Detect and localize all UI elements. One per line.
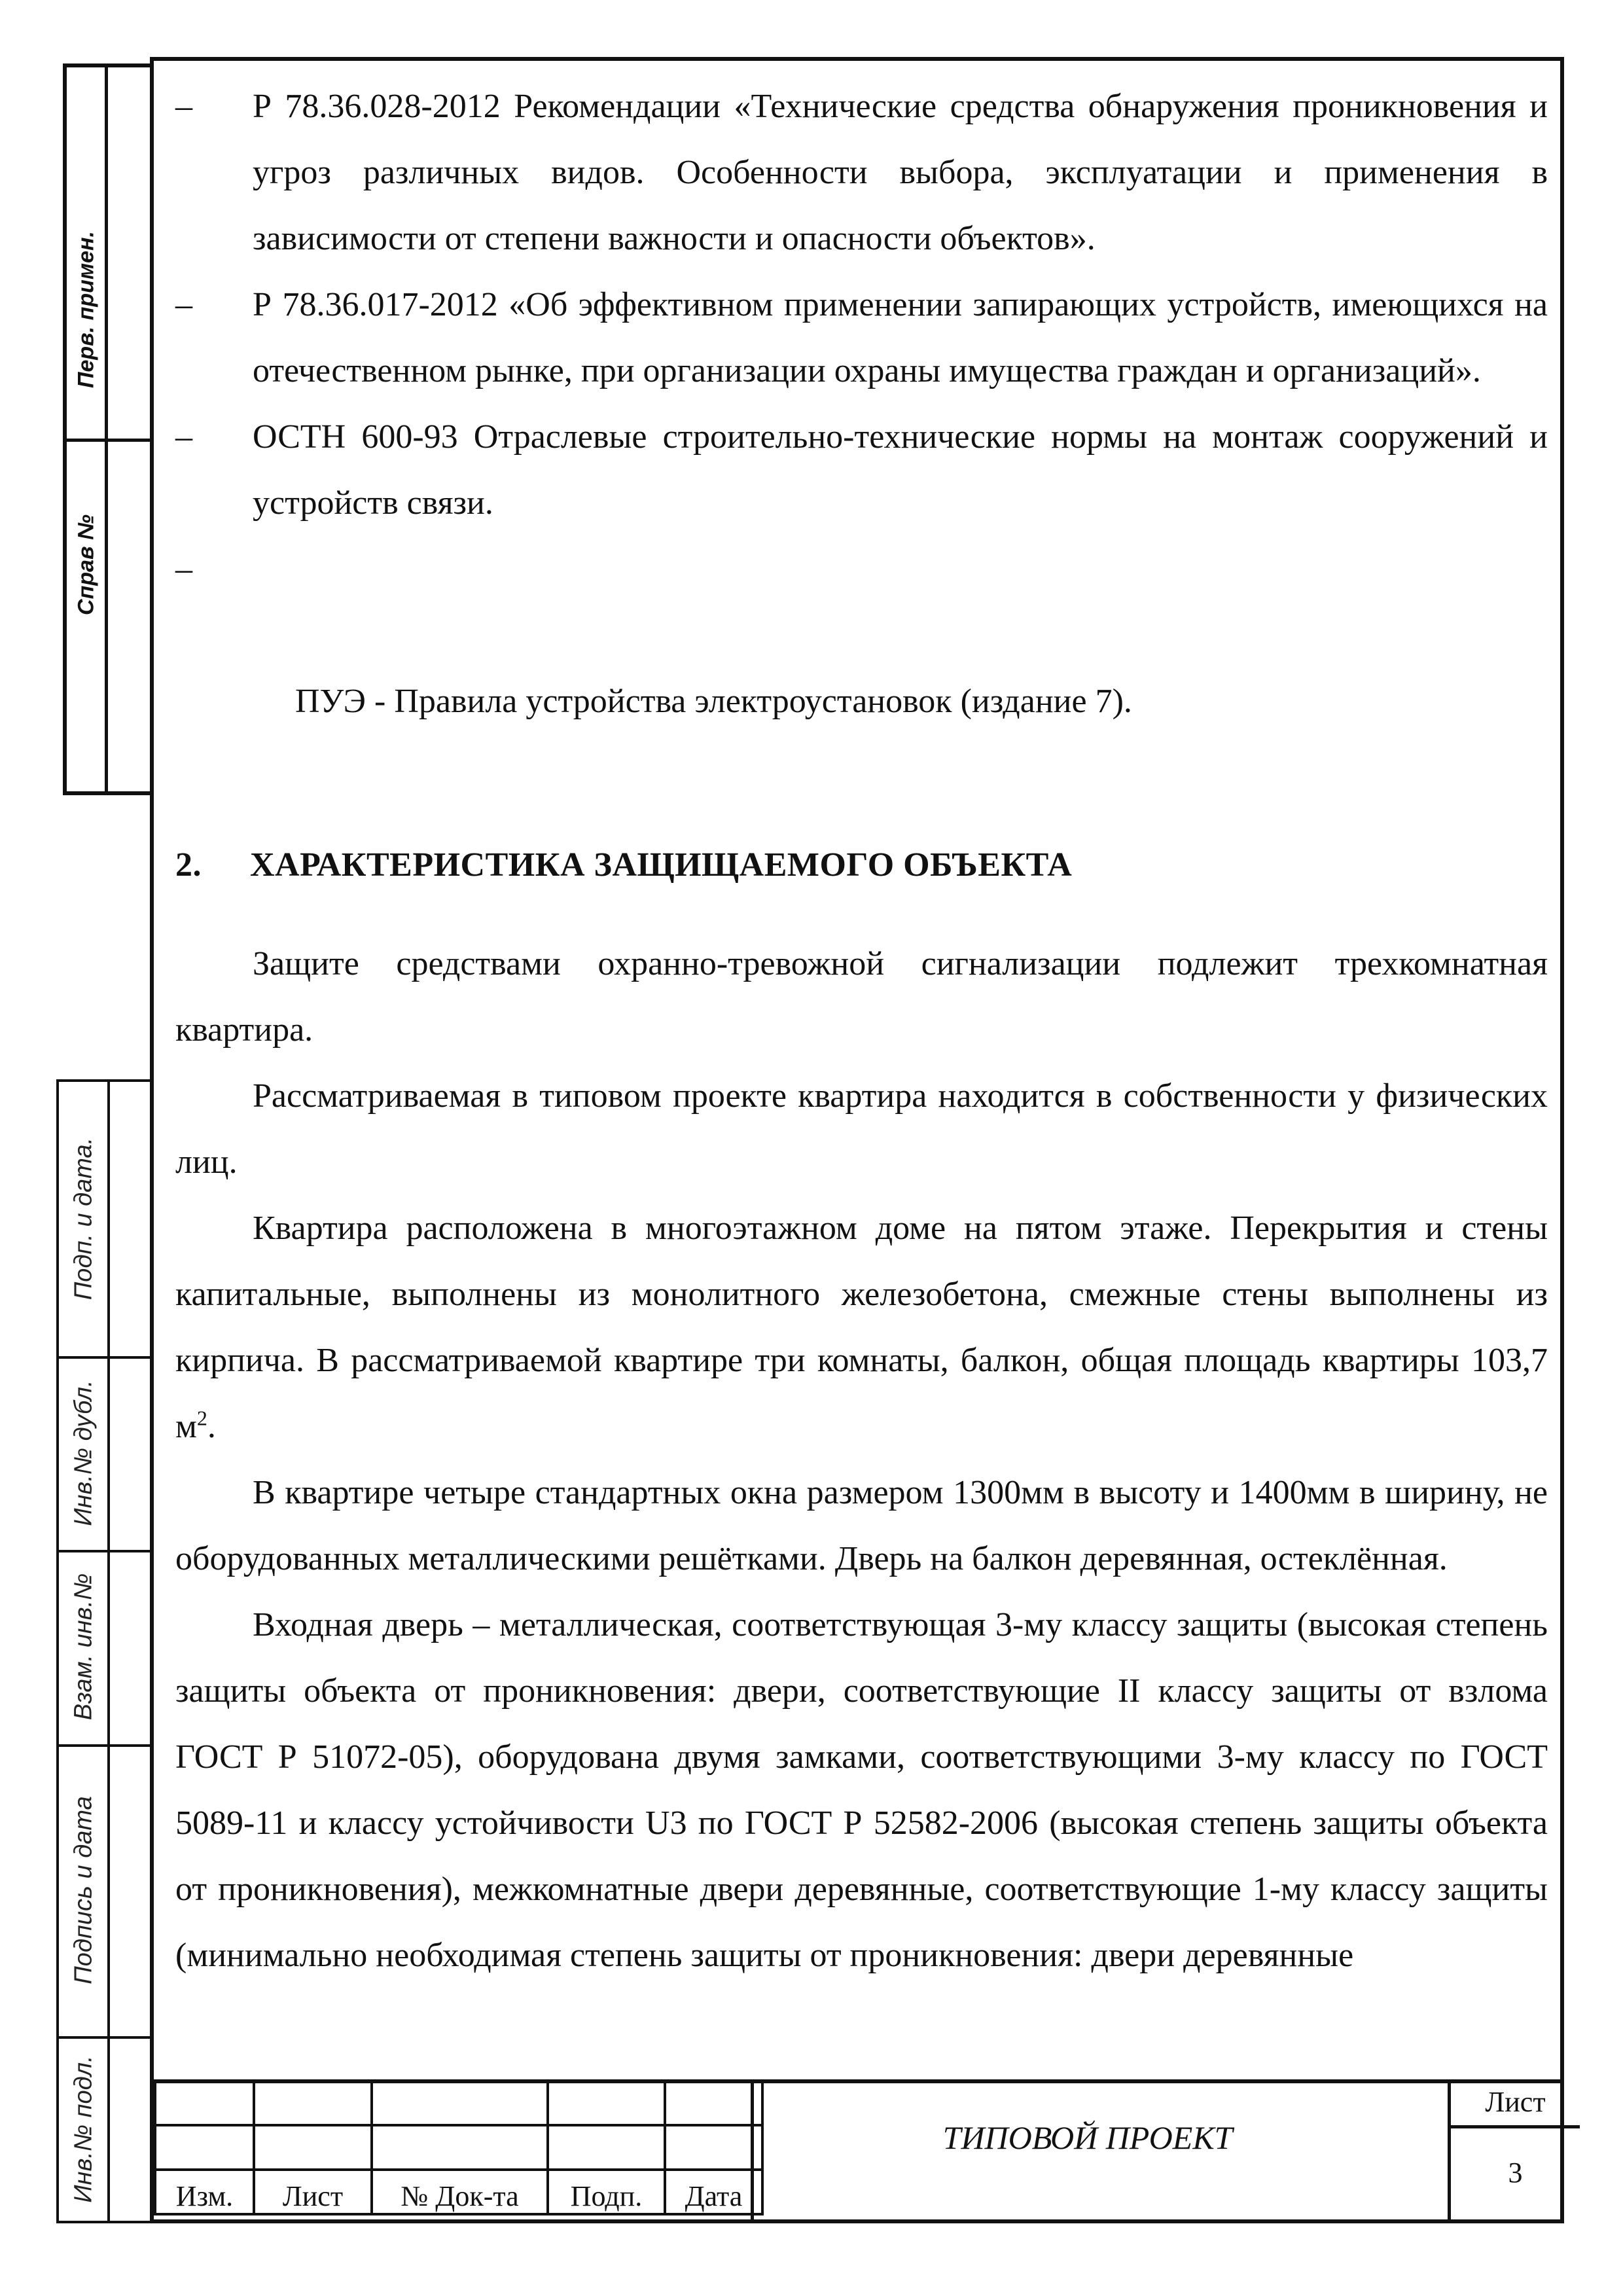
reference-text: Р 78.36.028-2012 Рекомендации «Технические средства обнаружения проникновения и угроз различных видов. Особенности выбора, эксплуатации и применения в зависимости от степени важности и опасности объектов». bbox=[253, 88, 1548, 257]
col-doc: № Док-та bbox=[372, 2170, 548, 2214]
side-label-perv-primen: Перв. примен. bbox=[73, 231, 99, 388]
col-list: Лист bbox=[254, 2170, 372, 2214]
side-label-inv-podl: Инв.№ подл. bbox=[69, 2055, 98, 2203]
col-podp: Подп. bbox=[548, 2170, 665, 2214]
paragraph: Рассматриваемая в типовом проекте квартира находится в собственности у физических лиц. bbox=[175, 1077, 1548, 1181]
col-data: Дата bbox=[665, 2170, 762, 2214]
reference-text: ПУЭ - Правила устройства электроустановок (издание 7). bbox=[287, 683, 1132, 720]
reference-text: Р 78.36.017-2012 «Об эффективном применении запирающих устройств, имеющихся на отечественном рынке, при организации охраны имущества граждан и организаций». bbox=[253, 286, 1548, 389]
side-label-podp-data: Подп. и дата. bbox=[69, 1137, 98, 1300]
area-end: . bbox=[207, 1408, 216, 1445]
section-heading bbox=[175, 832, 1548, 898]
bullet-dash: – bbox=[175, 286, 192, 323]
document-body bbox=[175, 73, 1548, 1988]
project-title: ТИПОВОЙ ПРОЕКТ bbox=[942, 2119, 1233, 2156]
paragraph-text: Квартира расположена в многоэтажном доме на пятом этаже. Перекрытия и стены капитальные, выполнены из монолитного железобетона, смежные стены выполнены из кирпича. В рассматриваемой квартире три комнаты, балкон, общая площадь квартиры 103,7 м bbox=[175, 1210, 1548, 1445]
reference-item bbox=[175, 73, 1548, 272]
sheet-box bbox=[1448, 2079, 1580, 2219]
reference-item bbox=[175, 536, 1548, 800]
sheet-number: 3 bbox=[1508, 2157, 1523, 2189]
area-superscript: 2 bbox=[196, 1406, 207, 1430]
section-title: ХАРАКТЕРИСТИКА ЗАЩИЩАЕМОГО ОБЪЕКТА bbox=[250, 846, 1073, 884]
col-izm: Изм. bbox=[155, 2170, 254, 2214]
sheet-label: Лист bbox=[1451, 2079, 1580, 2128]
bullet-dash: – bbox=[175, 550, 192, 588]
side-label-inv-dubl: Инв.№ дубл. bbox=[69, 1380, 98, 1526]
title-block-stamp bbox=[154, 2079, 1560, 2219]
side-label-podpis-data: Подпись и дата bbox=[69, 1796, 98, 1984]
title-area bbox=[751, 2079, 1580, 2219]
bullet-dash: – bbox=[175, 88, 192, 125]
section-number: 2. bbox=[175, 846, 202, 884]
side-label-sprav: Справ № bbox=[73, 514, 99, 615]
bullet-dash: – bbox=[175, 418, 192, 456]
side-label-vzam-inv: Взам. инв.№ bbox=[69, 1573, 98, 1721]
reference-text: ОСТН 600-93 Отраслевые строительно-технические нормы на монтаж сооружений и устройств связи. bbox=[253, 418, 1548, 522]
paragraph bbox=[175, 1195, 1548, 1460]
paragraph: Входная дверь – металлическая, соответствующая 3-му классу защиты (высокая степень защиты объекта от проникновения: двери, соответствующие II классу защиты от взлома ГОСТ Р 51072-05), оборудована двумя замками, соответствующими 3-му классу по ГОСТ 5089-11 и классу устойчивости U3 по ГОСТ Р 52582-2006 (высокая степень защиты объекта от проникновения), межкомнатные двери деревянные, соответствующие 1-му классу защиты (минимально необходимая степень защиты от проникновения: двери деревянные bbox=[175, 1606, 1548, 1974]
paragraph: В квартире четыре стандартных окна размером 1300мм в высоту и 1400мм в ширину, не оборудованных металлическими решётками. Дверь на балкон деревянная, остеклённая. bbox=[175, 1474, 1548, 1577]
side-stamp-top bbox=[63, 63, 150, 795]
side-stamp-bottom bbox=[56, 1079, 150, 2223]
paragraph: Защите средствами охранно-тревожной сигнализации подлежит трехкомнатная квартира. bbox=[175, 945, 1548, 1049]
reference-item bbox=[175, 404, 1548, 536]
reference-item bbox=[175, 272, 1548, 404]
revision-table bbox=[154, 2079, 764, 2215]
